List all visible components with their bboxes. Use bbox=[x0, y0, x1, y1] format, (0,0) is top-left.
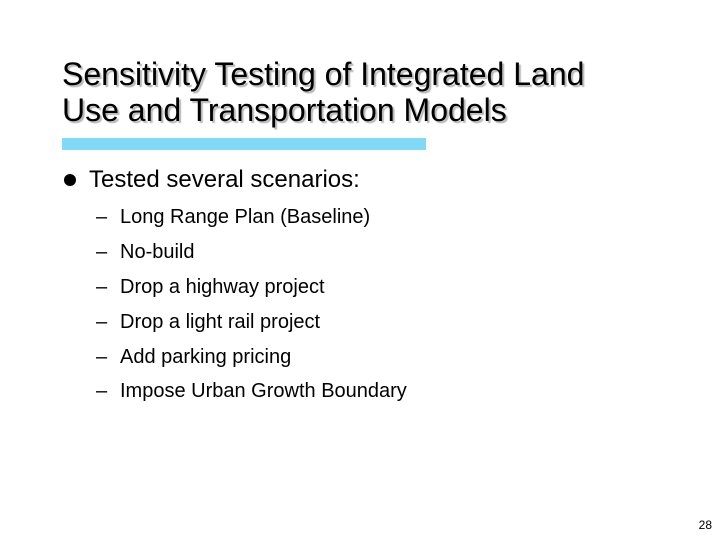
scenario-label: Drop a highway project bbox=[120, 275, 325, 298]
dash-bullet-icon: – bbox=[96, 345, 108, 368]
slide-title-line-1: Sensitivity Testing of Integrated Land bbox=[62, 56, 585, 92]
scenario-item bbox=[96, 339, 407, 374]
scenario-label: Add parking pricing bbox=[120, 345, 292, 368]
dash-bullet-icon: – bbox=[96, 275, 108, 298]
scenario-item bbox=[96, 270, 407, 305]
scenario-item bbox=[96, 235, 407, 270]
dash-bullet-icon: – bbox=[96, 206, 108, 229]
bullet-dot-icon bbox=[64, 174, 76, 186]
dash-bullet-icon: – bbox=[96, 380, 108, 403]
scenario-item bbox=[96, 200, 407, 235]
bullet-item bbox=[64, 164, 360, 196]
slide-title-line-2: Use and Transportation Models bbox=[62, 92, 507, 128]
scenario-label: Long Range Plan (Baseline) bbox=[120, 206, 371, 229]
scenario-list bbox=[96, 200, 407, 409]
scenario-item bbox=[96, 374, 407, 409]
page-number: 28 bbox=[698, 518, 712, 532]
scenario-label: No-build bbox=[120, 241, 195, 264]
dash-bullet-icon: – bbox=[96, 241, 108, 264]
dash-bullet-icon: – bbox=[96, 310, 108, 333]
scenario-label: Impose Urban Growth Boundary bbox=[120, 380, 407, 403]
scenario-item bbox=[96, 304, 407, 339]
title-underline-bar bbox=[62, 138, 426, 150]
scenario-label: Drop a light rail project bbox=[120, 310, 321, 333]
bullet-text: Tested several scenarios: bbox=[89, 166, 360, 193]
slide-title bbox=[62, 56, 682, 128]
